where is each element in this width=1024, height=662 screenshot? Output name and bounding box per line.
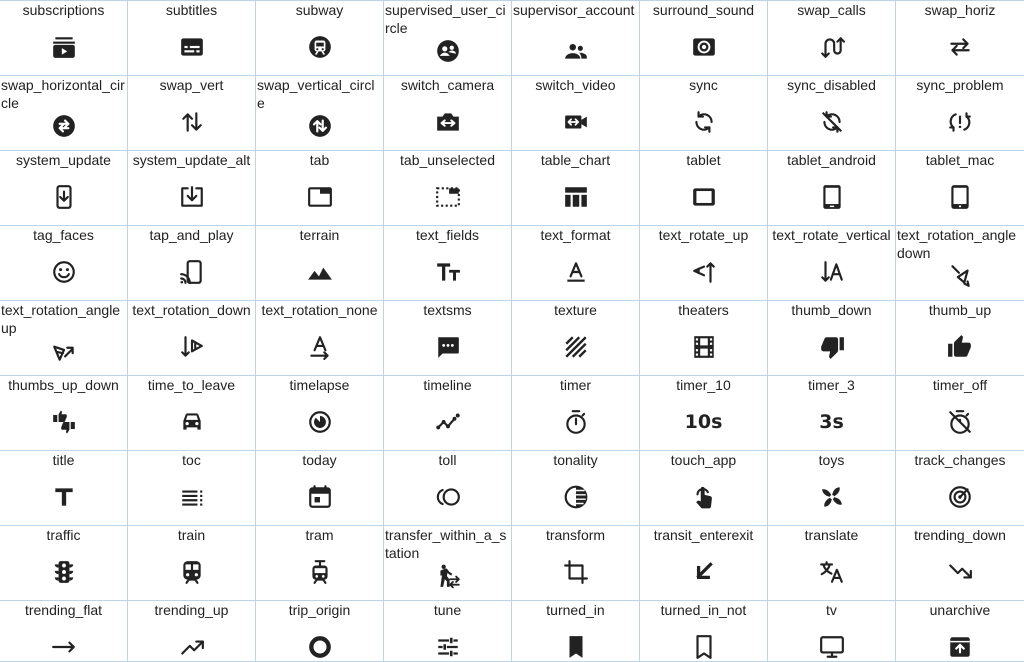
icon-label: swap_horizontal_circle (1, 77, 125, 111)
icon-label: tablet (686, 152, 721, 168)
icon-label: timer_off (932, 377, 988, 393)
track-changes-icon (947, 484, 973, 510)
icon-label: tram (305, 527, 334, 543)
toys-icon (819, 484, 845, 510)
icon-label: timer (559, 377, 592, 393)
tram-icon (307, 559, 333, 585)
icon-cell-subtitles[interactable] (128, 1, 256, 76)
icon-cell-system_update[interactable] (0, 151, 128, 226)
timelapse-icon (307, 409, 333, 435)
text-fields-icon (435, 259, 461, 285)
icon-label: turned_in_not (660, 602, 747, 618)
textsms-icon (435, 334, 461, 360)
icon-cell-timer_3[interactable] (768, 376, 896, 451)
icon-label: switch_video (535, 77, 616, 93)
timer-off-icon (947, 409, 973, 435)
icon-cell-tag_faces[interactable] (0, 226, 128, 301)
icon-cell-trending_up[interactable] (128, 601, 256, 662)
system-update-alt-icon (179, 184, 205, 210)
icon-cell-swap_calls[interactable] (768, 1, 896, 76)
unarchive-icon (947, 634, 973, 660)
icon-label: trip_origin (288, 602, 351, 618)
icon-cell-trip_origin[interactable] (256, 601, 384, 662)
icon-label: toc (182, 452, 201, 468)
tune-icon (435, 634, 461, 660)
icon-cell-toll[interactable] (384, 451, 512, 526)
icon-cell-trending_flat[interactable] (0, 601, 128, 662)
icon-cell-tablet_android[interactable] (768, 151, 896, 226)
sync-disabled-icon (819, 109, 845, 135)
traffic-icon (51, 559, 77, 585)
icon-cell-thumbs_up_down[interactable] (0, 376, 128, 451)
icon-cell-table_chart[interactable] (512, 151, 640, 226)
supervisor-account-icon (563, 38, 589, 64)
thumb-up-icon (947, 334, 973, 360)
icon-cell-system_update_alt[interactable] (128, 151, 256, 226)
icon-label: turned_in (546, 602, 605, 618)
icon-cell-sync_problem[interactable] (896, 76, 1024, 151)
icon-label: textsms (423, 302, 472, 318)
icon-cell-timeline[interactable] (384, 376, 512, 451)
icon-cell-text_rotate_up[interactable] (640, 226, 768, 301)
thumbs-up-down-icon (51, 409, 77, 435)
timer-3-icon-text: 3s (819, 411, 844, 433)
icon-label: text_rotate_up (658, 227, 749, 243)
terrain-icon (307, 259, 333, 285)
transform-icon (563, 559, 589, 585)
icon-cell-tablet[interactable] (640, 151, 768, 226)
icon-cell-switch_camera[interactable] (384, 76, 512, 151)
icon-cell-text_rotation_angleup[interactable] (0, 301, 128, 376)
swap-vertical-circle-icon (307, 113, 333, 139)
icon-cell-surround_sound[interactable] (640, 1, 768, 76)
icon-label: timelapse (289, 377, 350, 393)
icon-label: trending_down (914, 527, 1006, 543)
icon-label: tablet_android (787, 152, 876, 168)
icon-label: subscriptions (22, 2, 105, 18)
timer-10-icon-text: 10s (684, 411, 723, 433)
icon-cell-train[interactable] (128, 526, 256, 601)
tab-unselected-icon (435, 184, 461, 210)
icon-label: swap_vert (159, 77, 224, 93)
text-rotate-up-icon (691, 259, 717, 285)
icon-label: train (177, 527, 206, 543)
icon-cell-tv[interactable] (768, 601, 896, 662)
time-to-leave-icon (179, 409, 205, 435)
tonality-icon (563, 484, 589, 510)
icon-label: tonality (553, 452, 598, 468)
icon-cell-swap_horiz[interactable] (896, 1, 1024, 76)
icon-label: thumb_up (928, 302, 992, 318)
system-update-icon (51, 184, 77, 210)
table-chart-icon (563, 184, 589, 210)
subway-icon (307, 34, 333, 60)
turned-in-not-icon (691, 634, 717, 660)
text-rotation-angleup-icon (51, 338, 77, 364)
icon-cell-tablet_mac[interactable] (896, 151, 1024, 226)
icon-cell-texture[interactable] (512, 301, 640, 376)
icon-cell-thumb_up[interactable] (896, 301, 1024, 376)
text-rotation-down-icon (179, 334, 205, 360)
trip-origin-icon (307, 634, 333, 660)
icon-cell-text_rotation_none[interactable] (256, 301, 384, 376)
icon-label: track_changes (914, 452, 1006, 468)
icon-cell-turned_in[interactable] (512, 601, 640, 662)
icon-label: switch_camera (400, 77, 495, 93)
today-icon (307, 484, 333, 510)
icon-label: text_format (540, 227, 611, 243)
icon-cell-switch_video[interactable] (512, 76, 640, 151)
icon-label: tv (826, 602, 837, 618)
icon-label: toys (818, 452, 845, 468)
icon-cell-timer_off[interactable] (896, 376, 1024, 451)
icon-cell-supervised_user_circle[interactable] (384, 1, 512, 76)
icon-cell-theaters[interactable] (640, 301, 768, 376)
timer-3-icon (819, 409, 845, 435)
tablet-android-icon (819, 184, 845, 210)
icon-label: translate (804, 527, 859, 543)
icon-label: toll (438, 452, 457, 468)
icon-cell-unarchive[interactable] (896, 601, 1024, 662)
tap-and-play-icon (179, 259, 205, 285)
icon-cell-turned_in_not[interactable] (640, 601, 768, 662)
icon-label: supervisor_account (513, 2, 635, 18)
icon-label: terrain (299, 227, 340, 243)
icon-label: transit_enterexit (653, 527, 754, 543)
trending-up-icon (179, 634, 205, 660)
icon-label: thumb_down (791, 302, 872, 318)
icon-label: touch_app (670, 452, 737, 468)
icon-cell-track_changes[interactable] (896, 451, 1024, 526)
icon-label: text_rotation_none (261, 302, 378, 318)
text-rotate-vertical-icon (819, 259, 845, 285)
icon-label: tag_faces (33, 227, 94, 243)
texture-icon (563, 334, 589, 360)
icon-cell-thumb_down[interactable] (768, 301, 896, 376)
text-rotation-angledown-icon (947, 263, 973, 289)
icon-label: traffic (46, 527, 81, 543)
icon-cell-timelapse[interactable] (256, 376, 384, 451)
icon-label: text_rotate_vertical (772, 227, 891, 243)
title-icon (51, 484, 77, 510)
tv-icon (819, 634, 845, 660)
icon-label: supervised_user_circle (385, 2, 506, 36)
icon-label: theaters (678, 302, 729, 318)
icon-label: thumbs_up_down (8, 377, 119, 393)
icon-label: trending_flat (24, 602, 103, 618)
turned-in-icon (563, 634, 589, 660)
icon-cell-sync[interactable] (640, 76, 768, 151)
train-icon (179, 559, 205, 585)
text-format-icon (563, 259, 589, 285)
tab-icon (307, 184, 333, 210)
transfer-within-a-station-icon (435, 563, 461, 589)
icon-label: sync (689, 77, 718, 93)
tag-faces-icon (51, 259, 77, 285)
icon-label: today (302, 452, 337, 468)
touch-app-icon (691, 484, 717, 510)
icon-label: time_to_leave (147, 377, 236, 393)
icon-cell-traffic[interactable] (0, 526, 128, 601)
icon-cell-transit_enterexit[interactable] (640, 526, 768, 601)
icon-cell-terrain[interactable] (256, 226, 384, 301)
icon-cell-tram[interactable] (256, 526, 384, 601)
swap-horiz-icon (947, 34, 973, 60)
icon-label: swap_calls (797, 2, 866, 18)
icon-cell-text_fields[interactable] (384, 226, 512, 301)
icon-cell-tune[interactable] (384, 601, 512, 662)
icon-cell-timer_10[interactable] (640, 376, 768, 451)
icon-label: text_fields (415, 227, 480, 243)
icon-label: tune (433, 602, 462, 618)
icon-cell-tab[interactable] (256, 151, 384, 226)
icon-label: swap_horiz (924, 2, 996, 18)
icon-cell-text_rotation_angledown[interactable] (896, 226, 1024, 301)
trending-flat-icon (51, 634, 77, 660)
text-rotation-none-icon (307, 334, 333, 360)
icon-cell-time_to_leave[interactable] (128, 376, 256, 451)
icon-label: swap_vertical_circle (257, 77, 375, 111)
icon-cell-subscriptions[interactable] (0, 1, 128, 76)
icon-label: text_rotation_angledown (897, 227, 1017, 261)
icon-cell-text_rotation_down[interactable] (128, 301, 256, 376)
toc-icon (179, 484, 205, 510)
tablet-icon (691, 184, 717, 210)
icon-label: tap_and_play (149, 227, 234, 243)
icon-label: timer_3 (808, 377, 855, 393)
sync-icon (691, 109, 717, 135)
icon-label: texture (554, 302, 597, 318)
icon-label: trending_up (154, 602, 229, 618)
icon-label: sync_problem (916, 77, 1004, 93)
supervised-user-circle-icon (435, 38, 461, 64)
icon-cell-text_rotate_vertical[interactable] (768, 226, 896, 301)
icon-label: tablet_mac (925, 152, 995, 168)
icon-label: transfer_within_a_station (385, 527, 507, 561)
icon-cell-touch_app[interactable] (640, 451, 768, 526)
icon-cell-text_format[interactable] (512, 226, 640, 301)
switch-video-icon (563, 109, 589, 135)
surround-sound-icon (691, 34, 717, 60)
icon-cell-textsms[interactable] (384, 301, 512, 376)
icon-label: surround_sound (652, 2, 755, 18)
icon-cell-swap_vert[interactable] (128, 76, 256, 151)
timeline-icon (435, 409, 461, 435)
tablet-mac-icon (947, 184, 973, 210)
swap-horizontal-circle-icon (51, 113, 77, 139)
icon-cell-transform[interactable] (512, 526, 640, 601)
icon-cell-toys[interactable] (768, 451, 896, 526)
icon-label: text_rotation_angleup (1, 302, 121, 336)
subscriptions-icon (51, 34, 77, 60)
transit-enterexit-icon (691, 559, 717, 585)
swap-calls-icon (819, 34, 845, 60)
icon-label: transform (545, 527, 606, 543)
icon-cell-timer[interactable] (512, 376, 640, 451)
sync-problem-icon (947, 109, 973, 135)
icon-label: tab_unselected (400, 152, 495, 168)
icon-cell-tonality[interactable] (512, 451, 640, 526)
icon-label: text_rotation_down (132, 302, 251, 318)
icon-label: system_update (16, 152, 111, 168)
icon-label: tab (309, 152, 330, 168)
trending-down-icon (947, 559, 973, 585)
icon-cell-title[interactable] (0, 451, 128, 526)
icon-cell-toc[interactable] (128, 451, 256, 526)
theaters-icon (691, 334, 717, 360)
icon-cell-swap_vertical_circle[interactable] (256, 76, 384, 151)
icon-label: table_chart (540, 152, 611, 168)
icon-cell-trending_down[interactable] (896, 526, 1024, 601)
icon-cell-translate[interactable] (768, 526, 896, 601)
icon-cell-sync_disabled[interactable] (768, 76, 896, 151)
subtitles-icon (179, 34, 205, 60)
timer-10-icon (684, 409, 723, 435)
toll-icon (435, 484, 461, 510)
icon-label: sync_disabled (787, 77, 876, 93)
icon-cell-transfer_within_a_station[interactable] (384, 526, 512, 601)
icon-cell-tap_and_play[interactable] (128, 226, 256, 301)
icon-cell-tab_unselected[interactable] (384, 151, 512, 226)
icon-cell-today[interactable] (256, 451, 384, 526)
icon-label: subtitles (165, 2, 218, 18)
icon-label: timer_10 (676, 377, 731, 393)
icon-cell-supervisor_account[interactable] (512, 1, 640, 76)
icon-cell-subway[interactable] (256, 1, 384, 76)
switch-camera-icon (435, 109, 461, 135)
thumb-down-icon (819, 334, 845, 360)
swap-vert-icon (179, 109, 205, 135)
icon-label: system_update_alt (132, 152, 251, 168)
icon-label: title (52, 452, 75, 468)
icon-cell-swap_horizontal_circle[interactable] (0, 76, 128, 151)
timer-icon (563, 409, 589, 435)
icon-label: unarchive (929, 602, 991, 618)
icon-label: subway (295, 2, 344, 18)
translate-icon (819, 559, 845, 585)
icon-label: timeline (423, 377, 472, 393)
